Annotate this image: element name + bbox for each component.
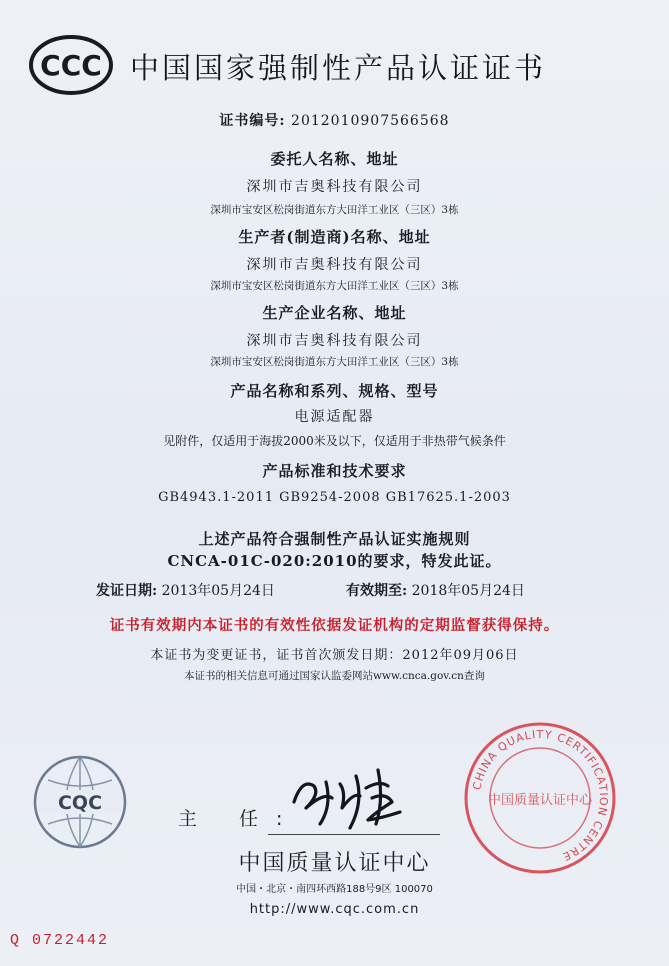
svg-text:CCC: CCC [40,49,102,82]
cqc-logo-icon [30,752,130,852]
factory-address: 深圳市宝安区松岗街道东方大田洋工业区（三区）3栋 [210,356,459,368]
signature-line [268,834,440,835]
expiry-date-value: 2018年05月24日 [411,583,525,599]
manufacturer-heading: 生产者(制造商)名称、地址 [238,228,431,246]
cert-number-value: 2012010907566568 [291,113,450,129]
product-name: 电源适配器 [294,409,375,425]
product-heading: 产品名称和系列、规格、型号 [230,382,439,400]
conformity-line-2: CNCA-01C-020:2010的要求，特发此证。 [167,552,502,570]
expiry-date [346,580,525,600]
factory-heading: 生产企业名称、地址 [262,304,407,322]
query-note: 本证书的相关信息可通过国家认监委网站www.cnca.gov.cn查询 [184,670,485,682]
client-address: 深圳市宝安区松岗街道东方大田洋工业区（三区）3栋 [210,204,459,216]
expiry-date-label: 有效期至: [346,583,408,599]
svg-text:CHINA QUALITY CERTIFICATION CE: CHINA QUALITY CERTIFICATION CENTRE [470,727,611,864]
factory-name: 深圳市吉奥科技有限公司 [246,333,423,349]
cert-number [0,110,669,130]
cert-number-label: 证书编号: [219,113,286,129]
page-title: 中国国家强制性产品认证证书 [130,51,547,85]
svg-text:CQC: CQC [57,792,103,814]
postal-address: 中国・北京・南四环西路188号9区 100070 [236,884,433,895]
issue-date-value: 2013年05月24日 [161,583,275,599]
website-url: http://www.cqc.com.cn [249,902,420,917]
serial-number: Q 0722442 [10,932,110,949]
standards-heading: 产品标准和技术要求 [262,462,407,480]
director-signature-icon [280,762,410,834]
issue-date [96,580,275,600]
ccc-logo-icon [28,34,114,96]
client-heading: 委托人名称、地址 [270,150,399,168]
conformity-line-1: 上述产品符合强制性产品认证实施规则 [198,530,471,548]
svg-text:中国质量认证中心: 中国质量认证中心 [487,793,593,808]
change-note: 本证书为变更证书，证书首次颁发日期：2012年09月06日 [150,648,519,663]
manufacturer-name: 深圳市吉奥科技有限公司 [246,257,423,273]
issuing-organization: 中国质量认证中心 [238,851,431,876]
issue-date-label: 发证日期: [96,583,158,599]
validity-note: 证书有效期内本证书的有效性依据发证机构的定期监督获得保持。 [109,617,560,634]
director-label: 主 任: [178,808,301,830]
product-note: 见附件，仅适用于海拔2000米及以下，仅适用于非热带气候条件 [163,434,506,448]
client-name: 深圳市吉奥科技有限公司 [246,179,423,195]
manufacturer-address: 深圳市宝安区松岗街道东方大田洋工业区（三区）3栋 [210,280,459,292]
standards-text: GB4943.1-2011 GB9254-2008 GB17625.1-2003 [158,490,511,505]
